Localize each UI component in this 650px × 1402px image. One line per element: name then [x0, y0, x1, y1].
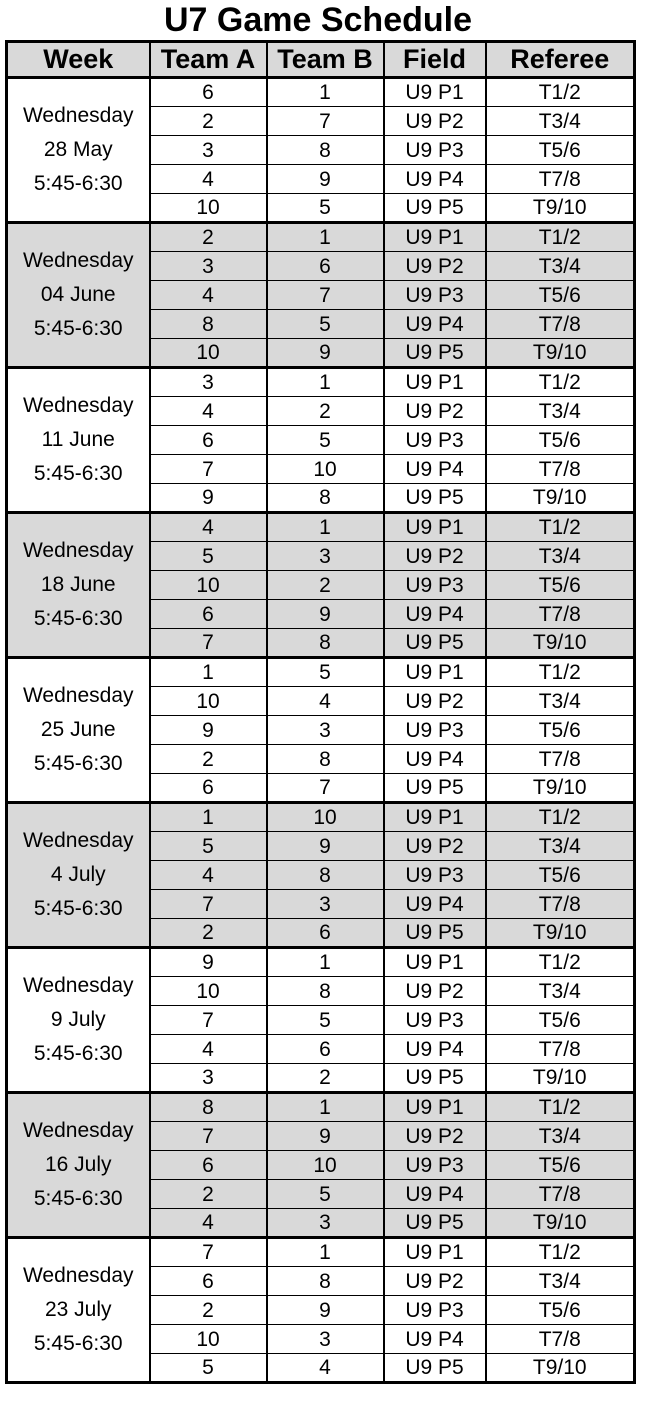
team-b-cell: 10 [267, 455, 384, 484]
referee-cell: T9/10 [486, 1209, 635, 1238]
week-date: 23 July [44, 1298, 112, 1321]
table-row [7, 948, 635, 977]
team-b-cell: 8 [267, 484, 384, 513]
field-cell: U9 P2 [384, 1122, 486, 1151]
referee-cell: T7/8 [486, 600, 635, 629]
referee-cell: T7/8 [486, 745, 635, 774]
team-a-cell: 1 [150, 803, 267, 832]
team-a-cell: 7 [150, 1006, 267, 1035]
week-date: 4 July [50, 863, 106, 886]
team-b-cell: 5 [267, 194, 384, 223]
field-cell: U9 P2 [384, 1267, 486, 1296]
referee-cell: T7/8 [486, 1035, 635, 1064]
referee-cell: T9/10 [486, 1354, 635, 1383]
team-a-cell: 6 [150, 426, 267, 455]
week-block [7, 1238, 635, 1383]
team-b-cell: 6 [267, 252, 384, 281]
referee-cell: T5/6 [486, 1006, 635, 1035]
team-a-cell: 8 [150, 1093, 267, 1122]
team-a-cell: 4 [150, 397, 267, 426]
referee-cell: T1/2 [486, 78, 635, 107]
team-b-cell: 10 [267, 803, 384, 832]
referee-cell: T3/4 [486, 252, 635, 281]
team-a-cell: 10 [150, 687, 267, 716]
header-team-a: Team A [150, 42, 267, 78]
referee-cell: T5/6 [486, 1151, 635, 1180]
week-block [7, 1093, 635, 1238]
week-time: 5:45-6:30 [33, 1332, 123, 1355]
header-team-b: Team B [267, 42, 384, 78]
field-cell: U9 P1 [384, 658, 486, 687]
referee-cell: T9/10 [486, 484, 635, 513]
referee-cell: T3/4 [486, 832, 635, 861]
team-a-cell: 2 [150, 223, 267, 252]
table-row [7, 803, 635, 832]
team-b-cell: 6 [267, 1035, 384, 1064]
field-cell: U9 P3 [384, 571, 486, 600]
team-a-cell: 10 [150, 194, 267, 223]
team-b-cell: 2 [267, 397, 384, 426]
referee-cell: T9/10 [486, 339, 635, 368]
team-b-cell: 3 [267, 716, 384, 745]
referee-cell: T5/6 [486, 281, 635, 310]
team-a-cell: 5 [150, 542, 267, 571]
week-block [7, 368, 635, 513]
schedule-table [5, 40, 636, 1384]
field-cell: U9 P4 [384, 310, 486, 339]
field-cell: U9 P5 [384, 1064, 486, 1093]
field-cell: U9 P3 [384, 281, 486, 310]
week-time: 5:45-6:30 [33, 172, 123, 195]
team-b-cell: 2 [267, 571, 384, 600]
week-block [7, 803, 635, 948]
week-time: 5:45-6:30 [33, 752, 123, 775]
week-time: 5:45-6:30 [33, 897, 123, 920]
team-b-cell: 7 [267, 774, 384, 803]
week-block [7, 223, 635, 368]
team-b-cell: 9 [267, 165, 384, 194]
referee-cell: T7/8 [486, 455, 635, 484]
page-title: U7 Game Schedule [163, 1, 472, 39]
referee-cell: T3/4 [486, 977, 635, 1006]
field-cell: U9 P2 [384, 977, 486, 1006]
week-date: 18 June [40, 573, 116, 596]
team-b-cell: 4 [267, 687, 384, 716]
team-b-cell: 5 [267, 658, 384, 687]
field-cell: U9 P3 [384, 716, 486, 745]
team-a-cell: 4 [150, 281, 267, 310]
team-a-cell: 4 [150, 1209, 267, 1238]
table-row [7, 78, 635, 107]
referee-cell: T1/2 [486, 948, 635, 977]
week-day: Wednesday [22, 104, 134, 127]
referee-cell: T3/4 [486, 1267, 635, 1296]
table-row [7, 1093, 635, 1122]
header-week: Week [7, 42, 150, 78]
field-cell: U9 P5 [384, 629, 486, 658]
field-cell: U9 P2 [384, 832, 486, 861]
team-a-cell: 4 [150, 861, 267, 890]
field-cell: U9 P4 [384, 1035, 486, 1064]
field-cell: U9 P5 [384, 1209, 486, 1238]
field-cell: U9 P5 [384, 919, 486, 948]
team-b-cell: 9 [267, 1122, 384, 1151]
referee-cell: T7/8 [486, 165, 635, 194]
referee-cell: T9/10 [486, 919, 635, 948]
team-a-cell: 1 [150, 658, 267, 687]
team-b-cell: 5 [267, 310, 384, 339]
field-cell: U9 P4 [384, 455, 486, 484]
referee-cell: T5/6 [486, 861, 635, 890]
team-b-cell: 1 [267, 223, 384, 252]
team-a-cell: 6 [150, 1267, 267, 1296]
referee-cell: T7/8 [486, 310, 635, 339]
referee-cell: T9/10 [486, 1064, 635, 1093]
team-b-cell: 3 [267, 890, 384, 919]
field-cell: U9 P4 [384, 1325, 486, 1354]
referee-cell: T5/6 [486, 426, 635, 455]
referee-cell: T5/6 [486, 716, 635, 745]
week-cell [7, 223, 150, 368]
field-cell: U9 P3 [384, 1151, 486, 1180]
field-cell: U9 P3 [384, 1006, 486, 1035]
referee-cell: T1/2 [486, 658, 635, 687]
team-b-cell: 2 [267, 1064, 384, 1093]
header-field: Field [384, 42, 486, 78]
field-cell: U9 P1 [384, 948, 486, 977]
team-a-cell: 5 [150, 1354, 267, 1383]
week-date: 28 May [43, 138, 113, 161]
field-cell: U9 P1 [384, 223, 486, 252]
field-cell: U9 P5 [384, 484, 486, 513]
referee-cell: T1/2 [486, 223, 635, 252]
field-cell: U9 P3 [384, 426, 486, 455]
team-a-cell: 8 [150, 310, 267, 339]
table-row [7, 223, 635, 252]
team-b-cell: 8 [267, 629, 384, 658]
field-cell: U9 P3 [384, 1296, 486, 1325]
team-a-cell: 3 [150, 252, 267, 281]
week-day: Wednesday [22, 829, 134, 852]
field-cell: U9 P3 [384, 861, 486, 890]
team-b-cell: 9 [267, 600, 384, 629]
referee-cell: T9/10 [486, 774, 635, 803]
referee-cell: T3/4 [486, 107, 635, 136]
week-day: Wednesday [22, 539, 134, 562]
field-cell: U9 P2 [384, 542, 486, 571]
team-b-cell: 5 [267, 426, 384, 455]
field-cell: U9 P3 [384, 136, 486, 165]
field-cell: U9 P4 [384, 890, 486, 919]
team-a-cell: 6 [150, 1151, 267, 1180]
week-time: 5:45-6:30 [33, 1042, 123, 1065]
team-a-cell: 9 [150, 484, 267, 513]
field-cell: U9 P2 [384, 252, 486, 281]
week-cell [7, 513, 150, 658]
team-a-cell: 7 [150, 455, 267, 484]
referee-cell: T5/6 [486, 1296, 635, 1325]
week-cell [7, 1093, 150, 1238]
field-cell: U9 P5 [384, 1354, 486, 1383]
team-a-cell: 7 [150, 890, 267, 919]
week-date: 16 July [44, 1153, 112, 1176]
week-time: 5:45-6:30 [33, 1187, 123, 1210]
referee-cell: T1/2 [486, 1238, 635, 1267]
field-cell: U9 P1 [384, 78, 486, 107]
header-referee: Referee [486, 42, 635, 78]
week-cell [7, 368, 150, 513]
week-day: Wednesday [22, 684, 134, 707]
team-b-cell: 1 [267, 948, 384, 977]
week-cell [7, 948, 150, 1093]
field-cell: U9 P5 [384, 194, 486, 223]
week-block [7, 948, 635, 1093]
week-block [7, 658, 635, 803]
team-b-cell: 5 [267, 1006, 384, 1035]
team-a-cell: 5 [150, 832, 267, 861]
week-date: 11 June [41, 428, 115, 451]
referee-cell: T1/2 [486, 803, 635, 832]
referee-cell: T7/8 [486, 1180, 635, 1209]
team-a-cell: 2 [150, 1180, 267, 1209]
team-b-cell: 1 [267, 1238, 384, 1267]
team-b-cell: 4 [267, 1354, 384, 1383]
team-b-cell: 8 [267, 1267, 384, 1296]
week-time: 5:45-6:30 [33, 607, 123, 630]
team-a-cell: 9 [150, 716, 267, 745]
team-b-cell: 5 [267, 1180, 384, 1209]
team-b-cell: 8 [267, 745, 384, 774]
field-cell: U9 P4 [384, 745, 486, 774]
field-cell: U9 P1 [384, 368, 486, 397]
team-a-cell: 2 [150, 1296, 267, 1325]
team-a-cell: 6 [150, 774, 267, 803]
team-a-cell: 10 [150, 571, 267, 600]
team-a-cell: 10 [150, 339, 267, 368]
referee-cell: T3/4 [486, 687, 635, 716]
week-date: 9 July [50, 1008, 106, 1031]
referee-cell: T1/2 [486, 513, 635, 542]
table-row [7, 658, 635, 687]
week-cell [7, 658, 150, 803]
field-cell: U9 P1 [384, 513, 486, 542]
team-b-cell: 1 [267, 368, 384, 397]
field-cell: U9 P5 [384, 339, 486, 368]
team-a-cell: 4 [150, 1035, 267, 1064]
team-a-cell: 4 [150, 513, 267, 542]
team-a-cell: 2 [150, 107, 267, 136]
team-a-cell: 7 [150, 1238, 267, 1267]
team-b-cell: 7 [267, 281, 384, 310]
header-row [7, 42, 635, 78]
field-cell: U9 P4 [384, 1180, 486, 1209]
field-cell: U9 P1 [384, 1238, 486, 1267]
field-cell: U9 P5 [384, 774, 486, 803]
team-b-cell: 7 [267, 107, 384, 136]
team-b-cell: 9 [267, 832, 384, 861]
team-a-cell: 2 [150, 919, 267, 948]
team-b-cell: 3 [267, 1209, 384, 1238]
field-cell: U9 P1 [384, 803, 486, 832]
referee-cell: T7/8 [486, 890, 635, 919]
team-a-cell: 2 [150, 745, 267, 774]
team-a-cell: 6 [150, 78, 267, 107]
field-cell: U9 P2 [384, 397, 486, 426]
referee-cell: T3/4 [486, 1122, 635, 1151]
team-b-cell: 9 [267, 339, 384, 368]
team-b-cell: 1 [267, 513, 384, 542]
week-day: Wednesday [22, 1264, 134, 1287]
week-day: Wednesday [22, 249, 134, 272]
team-a-cell: 3 [150, 1064, 267, 1093]
table-row [7, 513, 635, 542]
team-b-cell: 8 [267, 136, 384, 165]
team-a-cell: 10 [150, 977, 267, 1006]
team-a-cell: 7 [150, 629, 267, 658]
referee-cell: T9/10 [486, 629, 635, 658]
table-row [7, 368, 635, 397]
referee-cell: T5/6 [486, 571, 635, 600]
field-cell: U9 P2 [384, 687, 486, 716]
week-time: 5:45-6:30 [33, 317, 123, 340]
team-a-cell: 6 [150, 600, 267, 629]
field-cell: U9 P4 [384, 165, 486, 194]
week-day: Wednesday [22, 1119, 134, 1142]
referee-cell: T7/8 [486, 1325, 635, 1354]
week-block [7, 513, 635, 658]
team-a-cell: 7 [150, 1122, 267, 1151]
team-b-cell: 9 [267, 1296, 384, 1325]
field-cell: U9 P1 [384, 1093, 486, 1122]
week-date: 04 June [40, 283, 116, 306]
team-b-cell: 3 [267, 1325, 384, 1354]
team-b-cell: 1 [267, 78, 384, 107]
team-a-cell: 3 [150, 368, 267, 397]
week-cell [7, 78, 150, 223]
week-date: 25 June [40, 718, 116, 741]
team-b-cell: 8 [267, 861, 384, 890]
team-b-cell: 8 [267, 977, 384, 1006]
referee-cell: T5/6 [486, 136, 635, 165]
week-cell [7, 803, 150, 948]
referee-cell: T1/2 [486, 368, 635, 397]
team-b-cell: 3 [267, 542, 384, 571]
referee-cell: T1/2 [486, 1093, 635, 1122]
team-a-cell: 9 [150, 948, 267, 977]
field-cell: U9 P4 [384, 600, 486, 629]
team-b-cell: 10 [267, 1151, 384, 1180]
table-row [7, 1238, 635, 1267]
week-block [7, 78, 635, 223]
team-a-cell: 4 [150, 165, 267, 194]
field-cell: U9 P2 [384, 107, 486, 136]
team-a-cell: 3 [150, 136, 267, 165]
referee-cell: T3/4 [486, 397, 635, 426]
week-day: Wednesday [22, 394, 134, 417]
team-b-cell: 6 [267, 919, 384, 948]
team-a-cell: 10 [150, 1325, 267, 1354]
team-b-cell: 1 [267, 1093, 384, 1122]
referee-cell: T3/4 [486, 542, 635, 571]
referee-cell: T9/10 [486, 194, 635, 223]
week-day: Wednesday [22, 974, 134, 997]
week-cell [7, 1238, 150, 1383]
week-time: 5:45-6:30 [33, 462, 123, 485]
